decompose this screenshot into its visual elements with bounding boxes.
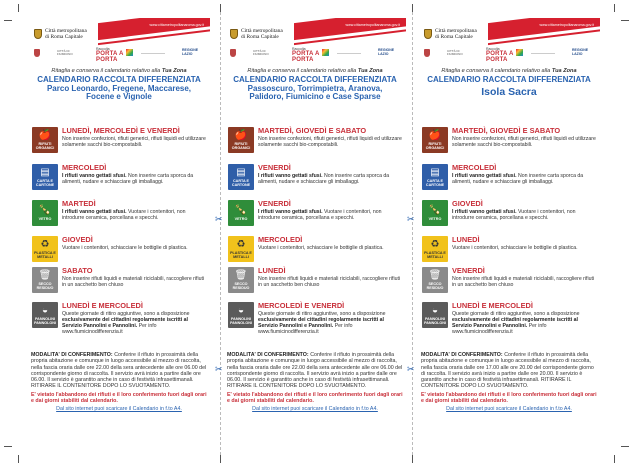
desc-plastica: Vuotare i contenitori, schiacciare le bottiglie di plastica.	[452, 244, 578, 251]
footer	[421, 352, 597, 412]
calendar-column-2	[224, 18, 406, 458]
row-carta	[228, 164, 403, 200]
waste-rows	[32, 127, 207, 348]
crop-mark	[220, 455, 221, 463]
day-secco: LUNEDÌ	[258, 266, 286, 275]
scissors-icon: ✂	[407, 364, 415, 374]
org-name-1: Città metropolitana	[241, 28, 283, 34]
crop-mark	[4, 20, 12, 21]
day-plastica: GIOVEDÌ	[62, 235, 93, 244]
scissors-icon: ✂	[215, 214, 223, 224]
vetro-icon: 🍾 VETRO	[422, 200, 448, 226]
day-carta: MERCOLEDÌ	[62, 163, 107, 172]
crest-icon	[424, 29, 432, 39]
secco-icon: 🗑 SECCO RESIDUO	[228, 267, 254, 293]
row-carta	[422, 164, 597, 200]
divider	[337, 53, 361, 54]
vetro-icon: 🍾 VETRO	[228, 200, 254, 226]
comune-crest-icon	[230, 49, 236, 57]
org-name-2: di Roma Capitale	[45, 34, 83, 40]
desc-carta: I rifiuti vanno gettati sfusi. Non inserire carta sporca da alimenti, nudare e schiacciare gli imballaggi.	[258, 172, 390, 185]
download-link[interactable]: Dal sito internet puoi scaricare il Calendario in f.to A4.	[446, 406, 572, 413]
plastica-icon: ♻ PLASTICA E METALLI	[32, 236, 58, 262]
calendar-column-1	[28, 18, 210, 458]
footer	[31, 352, 207, 412]
row-organico	[32, 127, 207, 164]
intro-text	[418, 68, 600, 74]
organico-icon: 🍎 RIFIUTI ORGANICI	[422, 127, 448, 153]
desc-vetro: I rifiuti vanno gettati sfusi. Vuotare i contenitori, non introdurre ceramica, porcellana e specchi.	[62, 208, 186, 221]
divider	[531, 53, 555, 54]
day-carta: MERCOLEDÌ	[452, 163, 497, 172]
raccolta-small: Raccolta	[96, 47, 110, 51]
intro-pre: Ritaglia e conserva il calendario relativo alla	[247, 68, 357, 74]
waste-rows	[422, 127, 597, 348]
row-secco	[32, 267, 207, 302]
day-organico: MARTEDÌ, GIOVEDÌ E SABATO	[452, 126, 561, 135]
desc-vetro: I rifiuti vanno gettati sfusi. Vuotare i contenitori, non introdurre ceramica, porcellana e specchi.	[258, 208, 382, 221]
comune-name: CITTÀ DI FIUMICINO	[253, 48, 269, 56]
row-vetro	[228, 200, 403, 236]
crop-mark	[220, 4, 221, 12]
comune-crest-icon	[34, 49, 40, 57]
comune-name: CITTÀ DI FIUMICINO	[447, 48, 463, 56]
intro-zone: Tua Zona	[551, 68, 577, 74]
calendar-title: CALENDARIO RACCOLTA DIFFERENZIATA	[427, 75, 591, 84]
row-carta	[32, 164, 207, 200]
sponsor-row	[230, 45, 400, 61]
desc-secco: Non inserire rifiuti liquidi e materiali riciclabili, raccogliere rifiuti in un sacchetto ben chiuso	[62, 275, 205, 288]
cut-line	[412, 12, 413, 455]
red-swoosh	[488, 18, 600, 43]
calendar-title: CALENDARIO RACCOLTA DIFFERENZIATA	[37, 75, 201, 84]
day-secco: VENERDÌ	[452, 266, 485, 275]
desc-pannolini: Queste giornate di ritiro aggiuntive, sono a disposizione esclusivamente dei cittadini regolarmente iscritti al Servizio Pannolini e Pannolini. Per info www.fiumicinodifferenzia.it	[258, 310, 386, 335]
intro-pre: Ritaglia e conserva il calendario relativo alla	[51, 68, 161, 74]
row-plastica	[32, 236, 207, 267]
row-organico	[228, 127, 403, 164]
zone-line-1: Passoscuro, Torrimpietra, Aranova,	[247, 83, 383, 93]
row-vetro	[422, 200, 597, 236]
intro-zone: Tua Zona	[161, 68, 187, 74]
plastica-icon: ♻ PLASTICA E METALLI	[422, 236, 448, 262]
secco-icon: 🗑 SECCO RESIDUO	[32, 267, 58, 293]
crop-mark	[614, 4, 615, 12]
desc-organico: Non inserire confezioni, rifiuti generici, rifiuti liquidi ed utilizzare solamente sacchi bio-compostabili.	[452, 135, 596, 148]
day-vetro: VENERDÌ	[258, 199, 291, 208]
red-swoosh	[294, 18, 406, 43]
scissors-icon: ✂	[215, 364, 223, 374]
footer	[227, 352, 403, 412]
waste-rows	[228, 127, 403, 348]
modalita-text: MODALITA' DI CONFERIMENTO: Conferire il rifiuto in prossimità della propria abitazione e comunque in luogo accessibile al mezzo di raccolta, nella fascia oraria dalle ore 22.00 della sera antecedente alle ore 06.00 del corrispondente giorno di raccolta. Il servizio avrà inizio a partire dalle ore 06.00. Il servizio è garantito anche in caso di festività infrasettimanali. RITIRARE IL CONTENITORE DOPO LO SVUOTAMENTO.	[227, 352, 403, 390]
crest-icon	[34, 29, 42, 39]
row-secco	[422, 267, 597, 302]
desc-organico: Non inserire confezioni, rifiuti generici, rifiuti liquidi ed utilizzare solamente sacchi bio-compostabili.	[258, 135, 402, 148]
row-plastica	[228, 236, 403, 267]
modalita-text: MODALITA' DI CONFERIMENTO: Conferire il rifiuto in prossimità della propria abitazione e comunque in luogo accessibile al mezzo di raccolta, nella fascia oraria dalle ore 22.00 della sera antecedente alle ore 06.00 del corrispondente giorno di raccolta. Il servizio avrà inizio a partire dalle ore 06.00. Il servizio è garantito anche in caso di festività infrasettimanali. RITIRARE IL CONTENITORE DOPO LO SVUOTAMENTO.	[31, 352, 207, 390]
regione-logo: REGIONE LAZIO	[378, 48, 395, 56]
crest-icon	[230, 29, 238, 39]
cube-logo-icon	[322, 49, 329, 56]
calendar-title: CALENDARIO RACCOLTA DIFFERENZIATA	[233, 75, 397, 84]
raccolta-big: PORTA A PORTA	[96, 51, 124, 63]
crop-mark	[412, 455, 413, 463]
sponsor-row	[424, 45, 594, 61]
cut-line	[220, 12, 221, 455]
row-organico	[422, 127, 597, 164]
download-link[interactable]: Dal sito internet puoi scaricare il Calendario in f.to A4.	[252, 406, 378, 413]
intro-pre: Ritaglia e conserva il calendario relativo alla	[441, 68, 551, 74]
site-url[interactable]: www.cittametropolitanaroma.gov.it	[149, 23, 204, 27]
crop-mark	[412, 4, 413, 12]
red-swoosh	[98, 18, 210, 43]
warning-text: E' vietato l'abbandono dei rifiuti e il loro conferimento fuori dagli orari e dai giorni stabiliti dal calendario.	[421, 391, 597, 405]
site-url[interactable]: www.cittametropolitanaroma.gov.it	[345, 23, 400, 27]
day-pannolini: LUNEDÌ E MERCOLEDÌ	[62, 301, 143, 310]
carta-icon: ▤ CARTA E CARTONE	[228, 164, 254, 190]
row-pannolini	[32, 302, 207, 348]
day-organico: MARTEDÌ, GIOVEDÌ E SABATO	[258, 126, 367, 135]
intro-text	[28, 68, 210, 74]
org-name-2: di Roma Capitale	[435, 34, 473, 40]
site-url[interactable]: www.cittametropolitanaroma.gov.it	[539, 23, 594, 27]
plastica-icon: ♻ PLASTICA E METALLI	[228, 236, 254, 262]
crop-mark	[621, 20, 629, 21]
cube-logo-icon	[126, 49, 133, 56]
warning-text: E' vietato l'abbandono dei rifiuti e il loro conferimento fuori dagli orari e dai giorni stabiliti dal calendario.	[227, 391, 403, 405]
carta-icon: ▤ CARTA E CARTONE	[32, 164, 58, 190]
zone-line-2: Palidoro, Fiumicino e Case Sparse	[249, 92, 381, 102]
raccolta-logo	[486, 47, 514, 63]
row-secco	[228, 267, 403, 302]
cube-logo-icon	[516, 49, 523, 56]
comune-crest-icon	[424, 49, 430, 57]
desc-pannolini: Queste giornate di ritiro aggiuntive, sono a disposizione esclusivamente dei cittadini regolarmente iscritti al Servizio Pannolini e Pannolini. Per info www.fiumicinodifferenzia.it	[452, 310, 580, 335]
desc-carta: I rifiuti vanno gettati sfusi. Non inserire carta sporca da alimenti, nudare e schiacciare gli imballaggi.	[62, 172, 194, 185]
org-name-1: Città metropolitana	[45, 28, 87, 34]
desc-organico: Non inserire confezioni, rifiuti generici, rifiuti liquidi ed utilizzare solamente sacchi bio-compostabili.	[62, 135, 206, 148]
desc-secco: Non inserire rifiuti liquidi e materiali riciclabili, raccogliere rifiuti in un sacchetto ben chiuso	[452, 275, 595, 288]
day-plastica: LUNEDÌ	[452, 235, 480, 244]
zone-line-2: Focene e Vignole	[86, 92, 152, 102]
row-vetro	[32, 200, 207, 236]
carta-icon: ▤ CARTA E CARTONE	[422, 164, 448, 190]
regione-logo: REGIONE LAZIO	[182, 48, 199, 56]
raccolta-big: PORTA A PORTA	[486, 51, 514, 63]
desc-pannolini: Queste giornate di ritiro aggiuntive, sono a disposizione esclusivamente dei cittadini regolarmente iscritti al Servizio Pannolini e Pannolini. Per info www.fiumicinodifferenzia.it	[62, 310, 190, 335]
day-vetro: MARTEDÌ	[62, 199, 96, 208]
regione-logo: REGIONE LAZIO	[572, 48, 589, 56]
day-carta: VENERDÌ	[258, 163, 291, 172]
raccolta-small: Raccolta	[486, 47, 500, 51]
intro-zone: Tua Zona	[357, 68, 383, 74]
crop-mark	[18, 455, 19, 463]
sponsor-row	[34, 45, 204, 61]
org-name-1: Città metropolitana	[435, 28, 477, 34]
intro-text	[224, 68, 406, 74]
day-organico: LUNEDÌ, MERCOLEDÌ E VENERDÌ	[62, 126, 180, 135]
desc-carta: I rifiuti vanno gettati sfusi. Non inserire carta sporca da alimenti, nudare e schiacciare gli imballaggi.	[452, 172, 584, 185]
organico-icon: 🍎 RIFIUTI ORGANICI	[32, 127, 58, 153]
row-pannolini	[228, 302, 403, 348]
scissors-icon: ✂	[407, 214, 415, 224]
org-logo	[34, 28, 87, 40]
divider	[141, 53, 165, 54]
day-plastica: MERCOLEDÌ	[258, 235, 303, 244]
zone-line-1: Isola Sacra	[481, 85, 537, 98]
day-pannolini: LUNEDÌ E MERCOLEDÌ	[452, 301, 533, 310]
day-secco: SABATO	[62, 266, 93, 275]
crop-mark	[18, 4, 19, 12]
secco-icon: 🗑 SECCO RESIDUO	[422, 267, 448, 293]
header	[28, 18, 210, 64]
row-plastica	[422, 236, 597, 267]
org-name-2: di Roma Capitale	[241, 34, 279, 40]
header	[418, 18, 600, 64]
zone-line-1: Parco Leonardo, Fregene, Maccarese,	[46, 83, 192, 93]
crop-mark	[4, 446, 12, 447]
vetro-icon: 🍾 VETRO	[32, 200, 58, 226]
crop-mark	[614, 455, 615, 463]
pannolini-icon: ◒ PANNOLINI PANNOLONI	[422, 302, 448, 328]
comune-name: CITTÀ DI FIUMICINO	[57, 48, 73, 56]
header	[224, 18, 406, 64]
raccolta-logo	[96, 47, 124, 63]
raccolta-small: Raccolta	[292, 47, 306, 51]
pannolini-icon: ◒ PANNOLINI PANNOLONI	[32, 302, 58, 328]
day-vetro: GIOVEDÌ	[452, 199, 483, 208]
organico-icon: 🍎 RIFIUTI ORGANICI	[228, 127, 254, 153]
day-pannolini: MERCOLEDÌ E VENERDÌ	[258, 301, 345, 310]
raccolta-logo	[292, 47, 320, 63]
warning-text: E' vietato l'abbandono dei rifiuti e il loro conferimento fuori dagli orari e dai giorni stabiliti dal calendario.	[31, 391, 207, 405]
raccolta-big: PORTA A PORTA	[292, 51, 320, 63]
desc-plastica: Vuotare i contenitori, schiacciare le bottiglie di plastica.	[258, 244, 384, 251]
calendar-column-3	[418, 18, 600, 458]
org-logo	[230, 28, 283, 40]
row-pannolini	[422, 302, 597, 348]
org-logo	[424, 28, 477, 40]
desc-secco: Non inserire rifiuti liquidi e materiali riciclabili, raccogliere rifiuti in un sacchetto ben chiuso	[258, 275, 401, 288]
download-link[interactable]: Dal sito internet puoi scaricare il Calendario in f.to A4.	[56, 406, 182, 413]
desc-plastica: Vuotare i contenitori, schiacciare le bottiglie di plastica.	[62, 244, 188, 251]
pannolini-icon: ◒ PANNOLINI PANNOLONI	[228, 302, 254, 328]
desc-vetro: I rifiuti vanno gettati sfusi. Vuotare i contenitori, non introdurre ceramica, porcellana e specchi.	[452, 208, 576, 221]
crop-mark	[621, 446, 629, 447]
modalita-text: MODALITA' DI CONFERIMENTO: Conferire il rifiuto in prossimità della propria abitazione e comunque in luogo accessibile al mezzo di raccolta, nella fascia oraria dalle ore 17.00 alle ore 20.00 del corrispondente giorno di raccolta. Il servizio avrà inizio a partire dalle ore 20.00. Il servizio è garantito anche in caso di festività infrasettimanali. RITIRARE IL CONTENITORE DOPO LO SVUOTAMENTO.	[421, 352, 594, 390]
